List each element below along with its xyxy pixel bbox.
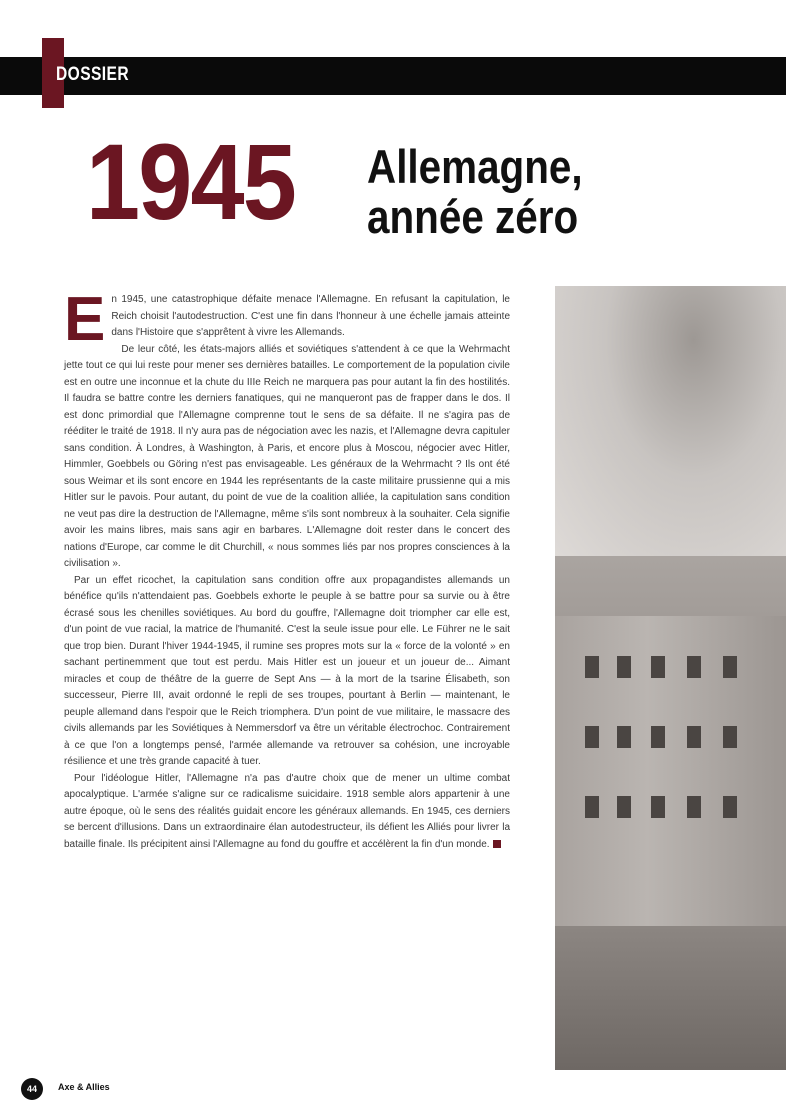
photo-rubble: [555, 926, 786, 1070]
paragraph-text: Pour l'idéologue Hitler, l'Allemagne n'a pas d'autre choix que de mener un ultime combat apocalyptique. L'armée s'aligne sur ce radicalisme suicidaire. 1918 semble alors appartenir à une autre époque, où le sens des réalités guidait encore les généraux allemands. En 1945, ces derniers se bercent d'illusions. Dans un extraordinaire élan autodestructeur, ils défient les Alliés pour livrer la bataille finale. Ils précipitent ainsi l'Allemagne au fond du gouffre et accélèrent la fin d'un monde.: [64, 772, 510, 850]
window: [585, 796, 599, 818]
title-year: 1945: [86, 121, 296, 242]
window: [651, 726, 665, 748]
window: [723, 726, 737, 748]
window: [617, 656, 631, 678]
article-paragraph-4: [64, 771, 510, 854]
window: [723, 796, 737, 818]
section-label: DOSSIER: [56, 64, 130, 85]
paragraph-text: n 1945, une catastrophique défaite menace l'Allemagne. En refusant la capitulation, le Reich choisit l'autodestruction. C'est une fin dans l'honneur à une échelle jamais atteinte dans l'Histoire que s'apprêtent à vivre les Allemands.: [111, 294, 510, 338]
photo-smoke-sky: [555, 286, 786, 556]
title-line-1: Allemagne,: [367, 140, 583, 193]
window: [585, 656, 599, 678]
title-line-2: année zéro: [367, 190, 579, 243]
article-body: [64, 285, 510, 853]
end-mark-icon: [493, 840, 501, 848]
window: [651, 796, 665, 818]
window: [617, 796, 631, 818]
window: [651, 656, 665, 678]
window: [617, 726, 631, 748]
window: [687, 656, 701, 678]
window: [687, 726, 701, 748]
window: [687, 796, 701, 818]
page-number: 44: [21, 1078, 43, 1100]
footer-brand: Axe & Allies: [58, 1082, 110, 1092]
article-paragraph-1: [64, 285, 510, 354]
window: [723, 656, 737, 678]
window: [585, 726, 599, 748]
war-ruins-photo: [555, 286, 786, 1070]
article-paragraph-3: Par un effet ricochet, la capitulation sans condition offre aux propagandistes allemands un bénéfice qu'ils n'attendaient pas. Goebbels exhorte le peuple à se battre pour sa survie ou à être écrasé sous les chenilles soviétiques. Au bord du gouffre, l'Allemagne doit triompher car elle est, d'un point de vue racial, la matrice de l'humanité. C'est la seule issue pour elle. Le Führer ne le sait que trop bien. Durant l'hiver 1944-1945, il rumine ses propres mots sur la « force de la volonté » en sachant pertinemment que tout est perdu. Mais Hitler est un joueur et un joueur de... Aimant miracles et coup de théâtre de la guerre de Sept Ans — à la mort de la tsarine Élisabeth, son successeur, Pierre III, avait ordonné le repli de ses troupes, pourtant à Berlin — maintenant, le peuple allemand dans l'espoir que le Reich triomphera. D'un point de vue militaire, le massacre des civils allemands par les Soviétiques à Nemmersdorf va être un véritable électrochoc. Contrairement à ce que l'on a longtemps pensé, l'armée allemande va retrouver sa cohésion, une incroyable résilience et une très grande capacité à tuer.: [64, 574, 510, 767]
article-paragraph-2: De leur côté, les états-majors alliés et soviétiques s'attendent à ce que la Wehrmacht jette tout ce qui lui reste pour mener ses dernières batailles. Le comportement de la population civile est en outre une inconnue et la chute du IIIe Reich ne marquera pas pour autant la fin des hostilités. Il faudra se battre contre les derniers fanatiques, qui ne manqueront pas de frapper dans le dos. Il est donc primordial que l'Allemagne comprenne tout le sens de sa défaite. Il ne s'agira pas de rééditer le traité de 1918. Il n'y aura pas de négociation avec les nazis, et l'Allemagne devra capituler sans condition. À Londres, à Washington, à Paris, et encore plus à Moscou, négocier avec Hitler, Himmler, Goebbels ou Göring n'est pas envisageable. Les généraux de la Wehrmacht ? Ils ont été sous Weimar et ils sont encore en 1944 les représentants de la caste militaire prussienne qui a mis Hitler sur le pavois. Pour autant, du point de vue de la coalition alliée, la capitulation sans condition ne veut pas dire la destruction de l'Allemagne, même s'ils sont nombreux à la souhaiter. Cela signifie avoir les mains libres, mais sans agir en barbares. L'Allemagne doit rester dans le concert des nations d'Europe, car comme le dit Churchill, « nous sommes liés par nos propres consciences à la civilisation ».: [64, 343, 510, 569]
drop-cap: E: [64, 285, 106, 354]
